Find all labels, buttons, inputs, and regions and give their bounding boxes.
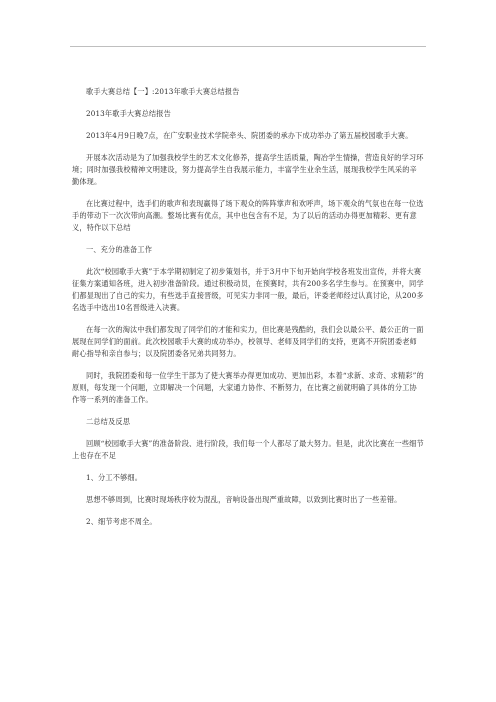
paragraph-preparation-1: 此次“校园歌手大赛”于本学期初制定了初步策划书，并于3月中下旬开始向学校各班发出宣传，并将大赛征集方案通知各班，进入初步准备阶段。通过积极动员，在预赛时，共有200多名学生参与。在预赛中，同学们都显现出了自己的实力，有些选手直接晋级，可见实力非同一般，最后，评委老师经过认真讨论，从200多名选手中选出10名晋级进入决赛。	[72, 267, 424, 312]
paragraph-preparation-3: 同时，我院团委和每一位学生干部为了使大赛举办得更加成功、更加出彩，本着“求新、求奇、求精彩”的原则，每发现一个问题，立即解决一个问题，大家通力协作、不断努力，在比赛之前就明确了具体的分工协作等一系列的准备工作。	[72, 371, 424, 404]
point-heading-1: 1、分工不够细。	[86, 473, 143, 482]
header-rule	[70, 46, 426, 47]
paragraph-intro-1: 2013年4月9日晚7点，在广安职业技术学院牵头、院团委的承办下成功举办了第五届校园歌手大赛。	[86, 131, 413, 140]
point-heading-2: 2、细节考虑不周全。	[86, 517, 157, 526]
paragraph-intro-3: 在比赛过程中，选手们的歌声和表现赢得了场下观众的阵阵掌声和欢呼声，场下观众的气氛也在每一位选手的带动下一次次带向高潮。整场比赛有优点，其中也包含有不足，为了以后的活动办得更加精彩、更有意义，特作以下总结	[72, 199, 424, 232]
paragraph-summary-1: 回顾“校园歌手大赛”的准备阶段、进行阶段，我们每一个人都尽了最大努力。但是，此次比赛在一些细节上也存在不足	[72, 439, 424, 460]
paragraph-intro-2: 开展本次活动是为了加强我校学生的艺术文化修养，提高学生活质量，陶冶学生情操，营造良好的学习环境；同时加强我校精神文明建设，努力提高学生自我展示能力，丰富学生业余生活，展现我校学生风采的辛勤体现。	[72, 153, 424, 186]
paragraph-preparation-2: 在每一次的淘汰中我们都发现了同学们的才能和实力，但比赛是残酷的，我们会以最公平、最公正的一面展现在同学们的面前。此次校园歌手大赛的成功举办，校领导、老师及同学们的支持，更离不开院团委老师耐心指导和亲自参与；以及院团委各兄弟共同努力。	[72, 325, 424, 358]
point-text-1: 思想不够周到，比赛时现场秩序较为混乱，音响设备出现严重故障，以致到比赛时出了一些差错。	[86, 495, 402, 504]
document-body	[72, 86, 424, 538]
document-title-line: 歌手大赛总结【一】:2013年歌手大赛总结报告	[86, 87, 240, 96]
section-heading-preparation: 一、充分的准备工作	[86, 245, 153, 254]
section-heading-summary: 二总结及反思	[86, 417, 131, 426]
document-subtitle: 2013年歌手大赛总结报告	[86, 109, 171, 118]
